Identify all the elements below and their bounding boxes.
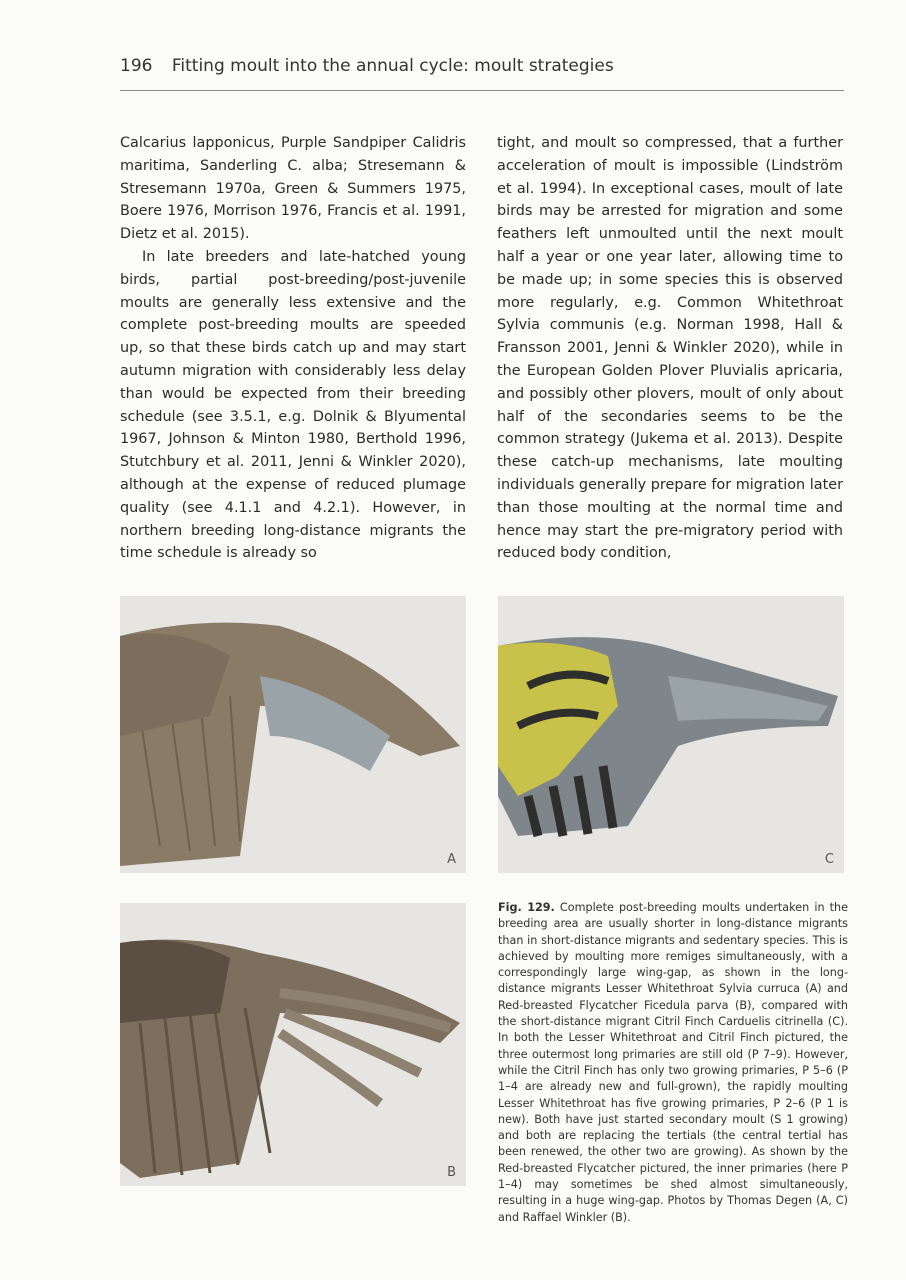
- right-paragraph-1: tight, and moult so compressed, that a further acceleration of moult is impossible (Lindström et al. 1994). In exceptional cases, moult of late birds may be arrested for migration and some feathers left unmoulted until the next moult half a year or one year later, allowing time to be made up; in some species this is observed more regularly, e.g. Common Whitethroat Sylvia communis (e.g. Norman 1998, Hall & Fransson 2001, Jenni & Winkler 2020), while in the European Golden Plover Pluvialis apricaria, and possibly other plovers, moult of only about half of the secondaries seems to be the common strategy (Jukema et al. 2013). Despite these catch-up mechanisms, late moulting individuals generally prepare for migration later than those moulting at the normal time and hence may start the pre-migratory period with reduced body condition,: [497, 135, 843, 562]
- left-paragraph-1: Calcarius lapponicus, Purple Sandpiper Calidris maritima, Sanderling C. alba; Stresemann & Stresemann 1970a, Green & Summers 1975, Boere 1976, Morrison 1976, Francis et al. 1991, Dietz et al. 2015).: [120, 135, 466, 243]
- left-paragraph-2: In late breeders and late-hatched young birds, partial post-breeding/post-juvenile moults are generally less extensive and the complete post-breeding moults are speeded up, so that these birds catch up and may start autumn migration with considerably less delay than would be expected from their breeding schedule (see 3.5.1, e.g. Dolnik & Blyumental 1967, Johnson & Minton 1980, Berthold 1996, Stutchbury et al. 2011, Jenni & Winkler 2020), although at the expense of reduced plumage quality (see 4.1.1 and 4.2.1). However, in northern breeding long-distance migrants the time schedule is already so: [120, 248, 466, 562]
- caption-text: Complete post-breeding moults undertaken in the breeding area are usually shorter in long-distance migrants than in short-distance migrants and sedentary species. This is achieved by moulting more remiges simultaneously, with a correspondingly large wing-gap, as shown in the long-distance migrants Lesser Whitethroat Sylvia curruca (A) and Red-breasted Flycatcher Ficedula parva (B), compared with the short-distance migrant Citril Finch Carduelis citrinella (C). In both the Lesser Whitethroat and Citril Finch pictured, the three outermost long primaries are still old (P 7–9). However, while the Citril Finch has only two growing primaries, P 5–6 (P 1–4 are already new and full-grown), the rapidly moulting Lesser Whitethroat has five growing primaries, P 2–6 (P 1 is new). Both have just started secondary moult (S 1 growing) and both are replacing the tertials (the central tertial has been renewed, the other two are growing). As shown by the Red-breasted Flycatcher pictured, the inner primaries (here P 1–4) may sometimes be shed almost simultaneously, resulting in a huge wing-gap. Photos by Thomas Degen (A, C) and Raffael Winkler (B).: [498, 901, 849, 1224]
- left-column: [120, 132, 466, 565]
- coverts: [120, 940, 230, 1023]
- running-header: [120, 56, 844, 91]
- figure-label: Fig. 129.: [498, 901, 555, 914]
- photo-label-b: B: [447, 1165, 456, 1180]
- photo-a-lesser-whitethroat-wing: [120, 596, 466, 873]
- wing-illustration-b: [120, 903, 466, 1186]
- wing-illustration-c: [498, 596, 844, 873]
- photo-label-a: A: [447, 852, 456, 867]
- photo-c-citril-finch-wing: [498, 596, 844, 873]
- wing-illustration-a: [120, 596, 466, 873]
- page-number: 196: [120, 56, 153, 76]
- right-column: [497, 132, 843, 565]
- running-title: Fitting moult into the annual cycle: moult strategies: [171, 56, 614, 76]
- photo-label-c: C: [824, 852, 834, 867]
- photo-b-red-breasted-flycatcher-wing: [120, 903, 466, 1186]
- figure-caption: [498, 900, 848, 1226]
